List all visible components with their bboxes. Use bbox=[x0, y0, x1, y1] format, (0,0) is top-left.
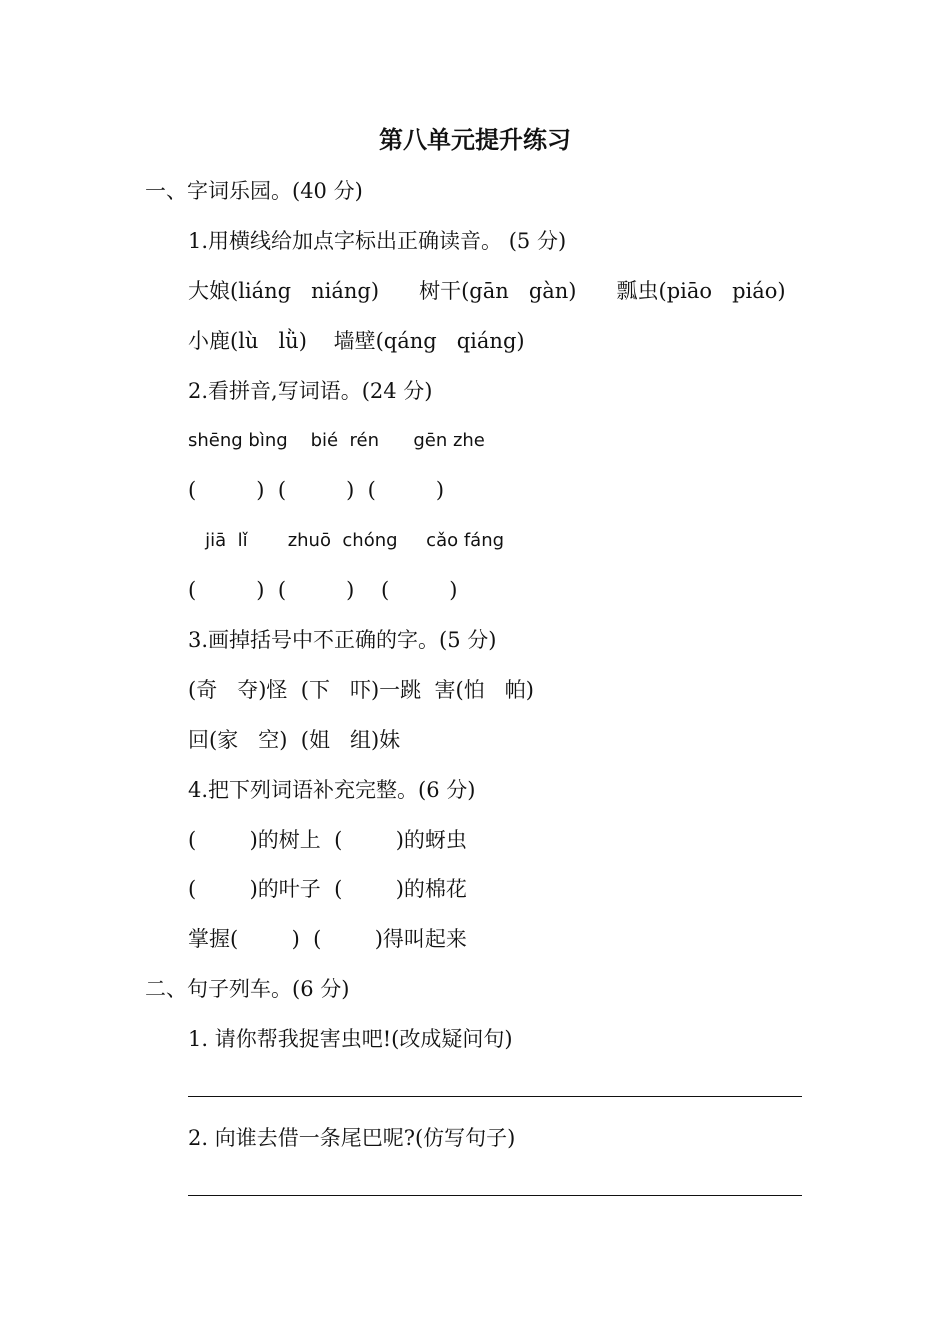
answer-line-1[interactable] bbox=[188, 1096, 802, 1097]
question-4-line-3[interactable]: 掌握( ) ( )得叫起来 bbox=[188, 927, 467, 951]
question-1-line-1: 大娘(liáng niáng) 树干(gān gàn) 瓢虫(piāo piáo) bbox=[188, 279, 786, 303]
sentence-question-2: 2. 向谁去借一条尾巴呢?(仿写句子) bbox=[188, 1126, 516, 1150]
question-3-line-2[interactable]: 回(家 空) (姐 组)妹 bbox=[188, 728, 401, 752]
pinyin-row-1: shēng bìng bié rén gēn zhe bbox=[188, 430, 485, 451]
question-3-prompt: 3.画掉括号中不正确的字。(5 分) bbox=[188, 628, 497, 652]
answer-blanks-row-2[interactable]: ( ) ( ) ( ) bbox=[188, 578, 458, 602]
question-4-line-1[interactable]: ( )的树上 ( )的蚜虫 bbox=[188, 828, 467, 852]
answer-blanks-row-1[interactable]: ( ) ( ) ( ) bbox=[188, 478, 445, 502]
pinyin-row-2: jiā lǐ zhuō chóng cǎo fáng bbox=[188, 530, 505, 551]
answer-line-2[interactable] bbox=[188, 1195, 802, 1196]
question-2-prompt: 2.看拼音,写词语。(24 分) bbox=[188, 379, 433, 403]
question-1-line-2: 小鹿(lù lǜ) 墙壁(qáng qiáng) bbox=[188, 329, 525, 353]
question-3-line-1[interactable]: (奇 夺)怪 (下 吓)一跳 害(怕 帕) bbox=[188, 678, 534, 702]
question-1-prompt: 1.用横线给加点字标出正确读音。 (5 分) bbox=[188, 229, 567, 253]
question-4-prompt: 4.把下列词语补充完整。(6 分) bbox=[188, 778, 476, 802]
sentence-question-1: 1. 请你帮我捉害虫吧!(改成疑问句) bbox=[188, 1027, 513, 1051]
question-4-line-2[interactable]: ( )的叶子 ( )的棉花 bbox=[188, 877, 467, 901]
section-2-heading: 二、句子列车。(6 分) bbox=[145, 977, 350, 1001]
section-1-heading: 一、字词乐园。(40 分) bbox=[145, 179, 363, 203]
page-title: 第八单元提升练习 bbox=[379, 125, 571, 154]
